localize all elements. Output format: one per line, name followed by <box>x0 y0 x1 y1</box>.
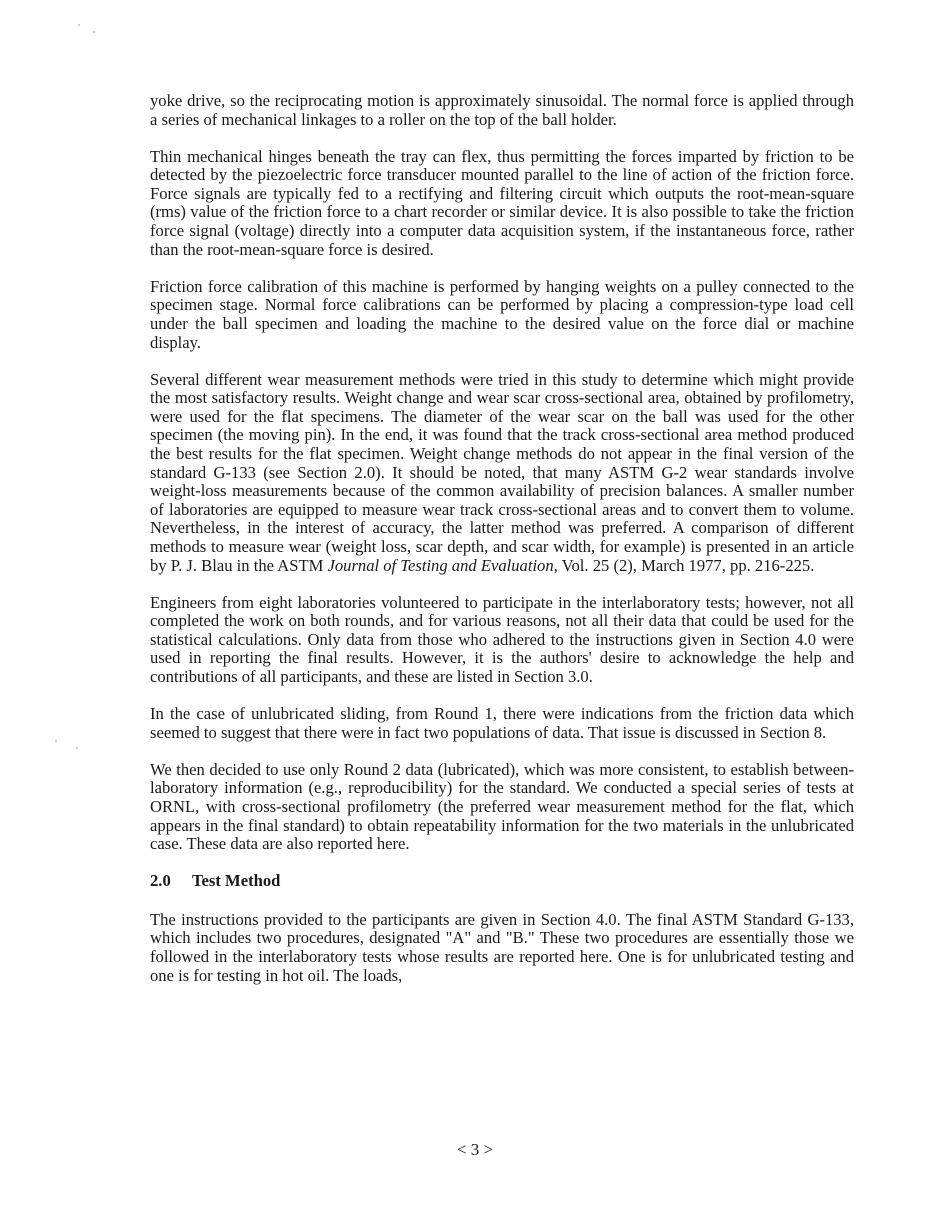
section-number: 2.0 <box>150 871 171 891</box>
paragraph-wear-methods <box>150 371 854 576</box>
section-title: Test Method <box>192 871 281 891</box>
paragraph-round-two: We then decided to use only Round 2 data (lubricated), which was more consistent, to establish between-laboratory information (e.g., reproducibility) for the standard. We conducted a special series of tests at ORNL, with cross-sectional profilometry (the preferred wear measurement method for the flat, which appears in the final standard) to obtain repeatability information for the two materials in the unlubricated case. These data are also reported here. <box>150 759 854 854</box>
paragraph-unlubricated: In the case of unlubricated sliding, from Round 1, there were indications from the friction data which seemed to suggest that there were in fact two populations of data. That issue is discussed in Section 8. <box>150 704 854 742</box>
scan-speck <box>55 740 57 742</box>
paragraph-test-method: The instructions provided to the participants are given in Section 4.0. The final ASTM Standard G-133, which includes two procedures, designated "A" and "B." These two procedures are essentially those we followed in the interlaboratory tests whose results are reported here. One is for unlubricated testing and one is for testing in hot oil. The loads, <box>150 909 854 985</box>
scan-speck <box>93 31 95 33</box>
paragraph-laboratories: Engineers from eight laboratories volunteered to participate in the interlaboratory tests; however, not all completed the work on both rounds, and for various reasons, not all their data that could be used for the statistical calculations. Only data from those who adhered to the instructions given in Section 4.0 were used in reporting the final results. However, it is the authors' desire to acknowledge the help and contributions of all participants, and these are listed in Section 3.0. <box>150 592 854 687</box>
journal-title: Journal of Testing and Evaluation <box>327 555 554 575</box>
paragraph-yoke-drive: yoke drive, so the reciprocating motion is approximately sinusoidal. The normal force is applied through a series of mechanical linkages to a roller on the top of the ball holder. <box>150 91 854 129</box>
page-number: < 3 > <box>456 1140 494 1159</box>
document-body <box>150 92 854 1004</box>
scan-speck <box>76 747 78 749</box>
paragraph-mechanical-hinges: Thin mechanical hinges beneath the tray can flex, thus permitting the forces imparted by friction to be detected by the piezoelectric force transducer mounted parallel to the line of action of the friction force. Force signals are typically fed to a rectifying and filtering circuit which outputs the root-mean-square (rms) value of the friction force to a chart recorder or similar device. It is also possible to take the friction force signal (voltage) directly into a computer data acquisition system, if the instantaneous force, rather than the root-mean-square force is desired. <box>150 146 854 259</box>
wear-text-end: , Vol. 25 (2), March 1977, pp. 216-225. <box>553 555 815 575</box>
paragraph-friction-calibration: Friction force calibration of this machine is performed by hanging weights on a pulley connected to the specimen stage. Normal force calibrations can be performed by placing a compression-type load cell under the ball specimen and loading the machine to the desired value on the force dial or machine display. <box>150 276 854 352</box>
wear-text-start: Several different wear measurement methods were tried in this study to determine which might provide the most satisfactory results. Weight change and wear scar cross-sectional area, obtained by profilometry, were used for the flat specimens. The diameter of the wear scar on the ball was used for the other specimen (the moving pin). In the end, it was found that the track cross-sectional area method produced the best results for the flat specimen. Weight change methods do not appear in the final version of the standard G-133 (see Section 2.0). It should be noted, that many ASTM G-2 wear standards involve weight-loss measurements because of the common availability of precision balances. A smaller number of laboratories are equipped to measure wear track cross-sectional areas and to convert them to volume. Nevertheless, in the interest of accuracy, the latter method was preferred. A comparison of different methods to measure wear (weight loss, scar depth, and scar width, for example) is presented in an article by P. J. Blau in the ASTM <box>150 369 854 575</box>
section-heading <box>150 872 854 891</box>
scan-speck <box>78 24 80 26</box>
